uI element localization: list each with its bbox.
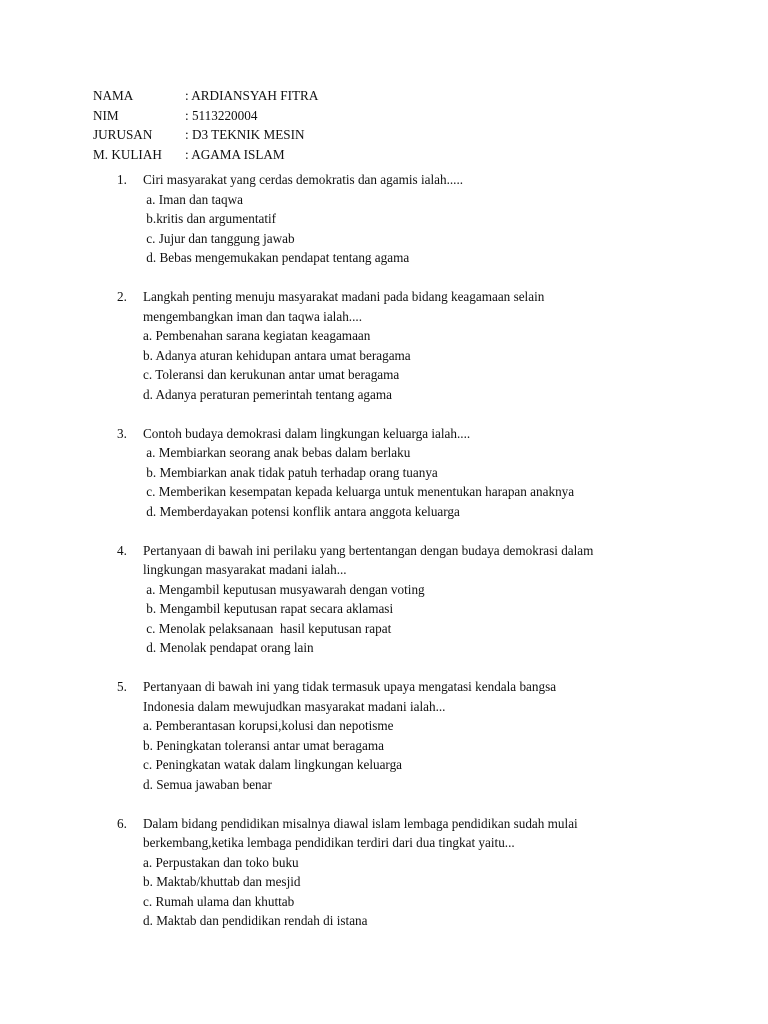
answer-option: c. Peningkatan watak dalam lingkungan keluarga (143, 757, 403, 772)
answer-option: c. Jujur dan tanggung jawab (143, 230, 295, 246)
question-text-line (117, 170, 697, 190)
answer-option: d. Semua jawaban benar (143, 776, 272, 792)
question-number: 4. (117, 542, 127, 558)
answer-option: b. Mengambil keputusan rapat secara aklamasi (143, 601, 394, 616)
answer-option: d. Adanya peraturan pemerintah tentang agama (143, 386, 392, 402)
question-text: Ciri masyarakat yang cerdas demokratis dan agamis ialah..... (143, 172, 464, 187)
question-number: 1. (117, 172, 127, 187)
question-1 (117, 170, 697, 268)
answer-option: a. Pemberantasan korupsi,kolusi dan nepotisme (143, 718, 394, 733)
answer-option: a. Pembenahan sarana kegiatan keagamaan (143, 328, 371, 343)
answer-option: c. Rumah ulama dan khuttab (143, 893, 295, 909)
question-text: Contoh budaya demokrasi dalam lingkungan keluarga ialah.... (143, 425, 471, 441)
answer-option: b. Peningkatan toleransi antar umat beragama (143, 737, 384, 753)
question-text-continuation: berkembang,ketika lembaga pendidikan terdiri dari dua tingkat yaitu... (143, 835, 515, 850)
question-6 (117, 814, 697, 931)
question-text-continuation: lingkungan masyarakat madani ialah... (143, 562, 347, 577)
question-text-line (117, 814, 697, 834)
question-number: 3. (117, 425, 127, 441)
nama-row (93, 86, 318, 106)
question-text-continuation: Indonesia dalam mewujudkan masyarakat madani ialah... (143, 698, 446, 714)
nim-value: : 5113220004 (185, 107, 258, 123)
nim-label: NIM (93, 107, 119, 123)
question-4 (117, 541, 697, 658)
answer-option: d. Menolak pendapat orang lain (143, 640, 314, 655)
answer-option: a. Membiarkan seorang anak bebas dalam berlaku (143, 445, 411, 460)
question-number: 2. (117, 289, 127, 304)
question-text-line (117, 424, 697, 444)
answer-option: b. Maktab/khuttab dan mesjid (143, 874, 301, 889)
answer-option: c. Menolak pelaksanaan hasil keputusan rapat (143, 620, 392, 636)
jurusan-label: JURUSAN (93, 127, 153, 142)
question-list (117, 170, 697, 950)
answer-option: d. Maktab dan pendidikan rendah di istana (143, 913, 368, 928)
nim-row (93, 106, 318, 126)
answer-option: d. Bebas mengemukakan pendapat tentang agama (143, 250, 410, 265)
question-5 (117, 677, 697, 794)
question-number: 5. (117, 679, 127, 694)
question-text: Dalam bidang pendidikan misalnya diawal islam lembaga pendidikan sudah mulai (143, 815, 578, 831)
answer-option: d. Memberdayakan potensi konflik antara anggota keluarga (143, 503, 460, 519)
answer-option: b. Adanya aturan kehidupan antara umat beragama (143, 347, 411, 363)
question-text: Langkah penting menuju masyarakat madani pada bidang keagamaan selain (143, 289, 545, 304)
answer-option: b. Membiarkan anak tidak patuh terhadap orang tuanya (143, 464, 438, 480)
mkuliah-label: M. KULIAH (93, 146, 162, 162)
jurusan-row (93, 125, 318, 145)
answer-option: c. Toleransi dan kerukunan antar umat beragama (143, 367, 400, 382)
question-text-line (117, 677, 697, 697)
question-3 (117, 424, 697, 522)
answer-option: a. Perpustakan dan toko buku (143, 854, 299, 870)
answer-option: a. Iman dan taqwa (143, 191, 243, 207)
student-info (93, 86, 318, 164)
answer-option: a. Mengambil keputusan musyawarah dengan voting (143, 581, 425, 597)
question-text: Pertanyaan di bawah ini perilaku yang bertentangan dengan budaya demokrasi dalam (143, 542, 594, 558)
question-2 (117, 287, 697, 404)
jurusan-value: : D3 TEKNIK MESIN (185, 127, 305, 142)
answer-option: b.kritis dan argumentatif (143, 211, 277, 226)
question-text-continuation: mengembangkan iman dan taqwa ialah.... (143, 308, 362, 324)
mkuliah-value: : AGAMA ISLAM (185, 146, 285, 162)
nama-value: : ARDIANSYAH FITRA (185, 88, 319, 103)
question-text-line (117, 287, 697, 307)
answer-option: c. Memberikan kesempatan kepada keluarga untuk menentukan harapan anaknya (143, 484, 575, 499)
nama-label: NAMA (93, 88, 134, 103)
question-text-line (117, 541, 697, 561)
question-number: 6. (117, 815, 127, 831)
question-text: Pertanyaan di bawah ini yang tidak termasuk upaya mengatasi kendala bangsa (143, 679, 557, 694)
mkuliah-row (93, 145, 318, 165)
